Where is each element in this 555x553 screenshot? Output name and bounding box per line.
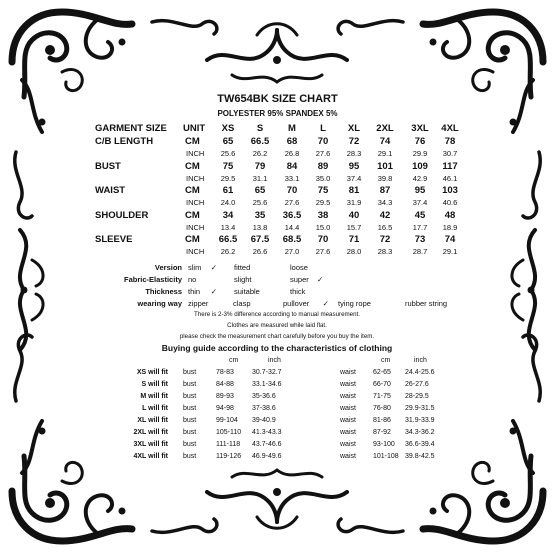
cell-inch: 29.5 [315,198,331,207]
guide-inch-left: 37-38.6 [252,405,276,412]
check-mark-icon: ✓ [210,287,218,296]
cell-inch: 27.6 [315,149,331,158]
guide-part-left: bust [183,405,197,412]
header-size-3xl: 3XL [411,123,429,134]
guide-part-left: bust [183,369,197,376]
cell-cm: 68.5 [282,234,302,245]
header-size-s: S [256,123,264,134]
guide-cm-left: 119-126 [216,453,242,460]
cell-cm: 75 [317,185,329,196]
cell-inch: 25.6 [220,149,236,158]
guide-fit-label: XS will fit [136,369,168,376]
cell-inch: 18.9 [442,222,458,232]
guide-part-left: bust [183,393,197,400]
row-unit-cm: CM [185,185,200,196]
guide-inch-left: 41.3-43.3 [252,429,282,436]
cell-inch: 28.3 [346,149,362,158]
guide-inch-right: 26-27.6 [405,381,429,388]
guide-part-left: bust [183,381,197,388]
cell-cm: 70 [286,185,298,196]
row-unit-inch: INCH [186,247,205,256]
cell-cm: 42 [379,209,391,221]
attribute-label: Thickness [145,287,182,296]
cell-inch: 35.0 [315,173,331,183]
cell-inch: 24.0 [220,198,236,207]
cell-inch: 31.1 [252,173,268,183]
guide-cm-right: 76-80 [373,405,391,412]
guide-fit-label: 4XL will fit [133,453,168,460]
guide-part-right: waist [340,405,356,412]
guide-inch-right: 29.9-31.5 [405,405,435,412]
attribute-option: thick [290,287,306,296]
cell-inch: 28.7 [412,247,428,256]
cell-inch: 26.8 [284,149,300,158]
guide-cm-left: 89-93 [216,393,234,400]
guide-cm-right: 66-70 [373,381,391,388]
cell-cm: 36.5 [282,209,302,221]
guide-part-left: bust [183,417,197,424]
cell-cm: 70 [317,136,329,147]
cell-cm: 109 [412,160,428,172]
guide-col-inch-right: inch [414,357,427,364]
guide-cm-right: 87-92 [373,429,391,436]
cell-inch: 46.1 [442,173,458,183]
guide-cm-left: 105-110 [216,429,242,436]
cell-inch: 39.8 [377,173,393,183]
cell-inch: 16.5 [377,222,393,232]
cell-inch: 29.1 [377,149,393,158]
cell-cm: 76 [414,136,426,147]
guide-inch-right: 36.6-39.4 [405,441,435,448]
cell-cm: 84 [286,160,298,172]
guide-inch-right: 24.4-25.6 [405,369,435,376]
cell-cm: 72 [379,234,391,245]
guide-cm-left: 99-104 [216,417,238,424]
cell-cm: 40 [348,209,360,221]
attribute-option: super [290,275,309,284]
attribute-option: slight [234,275,252,284]
guide-col-cm-right: cm [381,357,391,364]
guide-inch-left: 35-36.6 [252,393,276,400]
cell-cm: 38 [317,209,329,221]
material-text: POLYESTER 95% SPANDEX 5% [217,109,338,118]
note-line-3: please check the measurement chart carefully before you buy the item. [179,333,375,340]
cell-cm: 103 [442,185,458,196]
cell-cm: 117 [442,160,458,172]
guide-cm-left: 94-98 [216,405,234,412]
cell-cm: 65 [254,185,266,196]
cell-cm: 95 [348,160,360,172]
cell-cm: 65 [222,136,234,147]
chart-title: TW654BK SIZE CHART [217,93,338,105]
row-unit-cm: CM [185,160,200,172]
row-label: WAIST [95,185,126,196]
guide-cm-right: 101-108 [373,453,399,460]
guide-part-right: waist [340,381,356,388]
cell-cm: 34 [222,209,234,221]
cell-inch: 15.0 [315,222,331,232]
attribute-option: no [188,275,197,284]
guide-col-inch-left: inch [268,357,281,364]
cell-inch: 37.4 [346,173,362,183]
cell-cm: 70 [317,234,329,245]
guide-inch-right: 31.9-33.9 [405,417,435,424]
header-size-xl: XL [347,123,361,134]
note-line-1: There is 2-3% difference according to manual measurement. [193,311,360,318]
header-size-l: L [320,123,326,134]
cell-cm: 67.5 [250,234,270,245]
cell-cm: 89 [317,160,329,172]
cell-inch: 14.4 [284,222,300,232]
guide-fit-label: 2XL will fit [133,429,168,436]
cell-inch: 17.7 [412,222,428,232]
row-unit-inch: INCH [186,222,205,232]
guide-part-right: waist [340,453,356,460]
guide-inch-right: 34.3-36.2 [405,429,435,436]
guide-part-left: bust [183,429,197,436]
guide-fit-label: M will fit [140,393,168,400]
attribute-option: rubber string [405,299,448,308]
guide-inch-right: 28-29.5 [405,393,429,400]
guide-fit-label: XL will fit [137,417,168,424]
cell-inch: 27.6 [284,198,300,207]
guide-fit-label: S will fit [141,381,168,388]
cell-inch: 26.2 [252,149,268,158]
cell-inch: 27.6 [315,247,331,256]
row-unit-inch: INCH [186,198,205,207]
cell-cm: 101 [377,160,393,172]
row-unit-cm: CM [185,209,200,221]
cell-inch: 37.4 [412,198,428,207]
cell-inch: 34.3 [377,198,393,207]
guide-part-left: bust [183,453,197,460]
cell-inch: 26.2 [220,247,236,256]
guide-inch-left: 43.7-46.6 [252,441,282,448]
attribute-option: loose [290,263,308,272]
cell-inch: 26.6 [252,247,268,256]
attribute-label: Version [154,263,182,272]
buying-guide-title: Buying guide according to the characteristics of clothing [161,343,393,353]
cell-cm: 72 [348,136,360,147]
cell-cm: 81 [348,185,360,196]
note-line-2: Clothes are measured while laid flat. [227,322,327,329]
header-size-4xl: 4XL [441,123,459,134]
header-unit: UNIT [183,123,206,134]
cell-inch: 13.8 [252,222,268,232]
row-unit-inch: INCH [186,149,205,158]
cell-inch: 28.0 [346,247,362,256]
attribute-option: clasp [233,299,251,308]
attribute-option: thin [188,287,201,296]
guide-part-left: bust [183,441,197,448]
row-label: BUST [95,160,121,172]
cell-cm: 73 [414,234,426,245]
cell-inch: 30.7 [442,149,458,158]
cell-inch: 13.4 [220,222,236,232]
row-label: SLEEVE [95,234,133,245]
attribute-option: zipper [188,299,209,308]
cell-cm: 66.5 [218,234,238,245]
cell-cm: 48 [444,209,456,221]
row-unit-cm: CM [185,136,200,147]
cell-cm: 78 [444,136,456,147]
guide-inch-left: 33.1-34.6 [252,381,282,388]
attribute-option: fitted [234,263,251,272]
cell-cm: 71 [348,234,360,245]
guide-col-cm-left: cm [229,357,239,364]
guide-fit-label: L will fit [142,405,168,412]
cell-inch: 27.0 [284,247,300,256]
guide-fit-label: 3XL will fit [133,441,168,448]
attribute-option: tying rope [338,299,371,308]
guide-inch-left: 39-40.9 [252,417,276,424]
cell-inch: 31.9 [346,198,362,207]
header-garment-size: GARMENT SIZE [95,123,167,134]
guide-part-right: waist [340,441,356,448]
cell-inch: 42.9 [412,173,428,183]
guide-inch-right: 39.8-42.5 [405,453,435,460]
cell-cm: 35 [254,209,266,221]
row-unit-cm: CM [185,234,200,245]
cell-inch: 29.1 [442,247,458,256]
row-unit-inch: INCH [186,173,205,183]
guide-cm-left: 78-83 [216,369,234,376]
cell-inch: 33.1 [284,173,300,183]
attribute-option: pullover [283,299,310,308]
cell-cm: 45 [414,209,426,221]
cell-cm: 87 [379,185,391,196]
cell-cm: 95 [414,185,426,196]
guide-cm-left: 111-118 [216,441,241,448]
guide-cm-right: 93-100 [373,441,395,448]
attribute-option: slim [188,263,202,272]
check-mark-icon: ✓ [322,299,329,308]
guide-part-right: waist [340,417,356,424]
cell-cm: 66.5 [250,136,270,147]
row-label: C/B LENGTH [95,136,154,147]
cell-inch: 40.6 [442,198,458,207]
cell-cm: 68 [286,136,298,147]
cell-inch: 15.7 [346,222,362,232]
header-size-xs: XS [221,123,235,134]
attribute-option: suitable [234,287,260,296]
guide-part-right: waist [340,393,356,400]
cell-inch: 29.5 [220,173,236,183]
guide-cm-right: 71-75 [373,393,391,400]
guide-cm-left: 84-88 [216,381,234,388]
cell-inch: 29.9 [412,149,428,158]
cell-inch: 28.3 [377,247,393,256]
cell-cm: 75 [222,160,234,172]
guide-inch-left: 46.9-49.6 [252,453,282,460]
guide-part-right: waist [340,429,356,436]
cell-cm: 74 [444,234,456,245]
header-size-2xl: 2XL [376,123,394,134]
guide-cm-right: 62-65 [373,369,391,376]
check-mark-icon: ✓ [210,263,218,272]
guide-part-right: waist [340,369,356,376]
row-label: SHOULDER [95,209,149,221]
attribute-label: wearing way [137,299,182,308]
guide-inch-left: 30.7-32.7 [252,369,282,376]
cell-inch: 25.6 [252,198,268,207]
cell-cm: 79 [254,160,266,172]
guide-cm-right: 81-86 [373,417,391,424]
cell-cm: 61 [222,185,234,196]
attribute-label: Fabric-Elasticity [124,275,182,284]
cell-cm: 74 [379,136,391,147]
header-size-m: M [288,123,296,134]
check-mark-icon: ✓ [317,275,324,284]
